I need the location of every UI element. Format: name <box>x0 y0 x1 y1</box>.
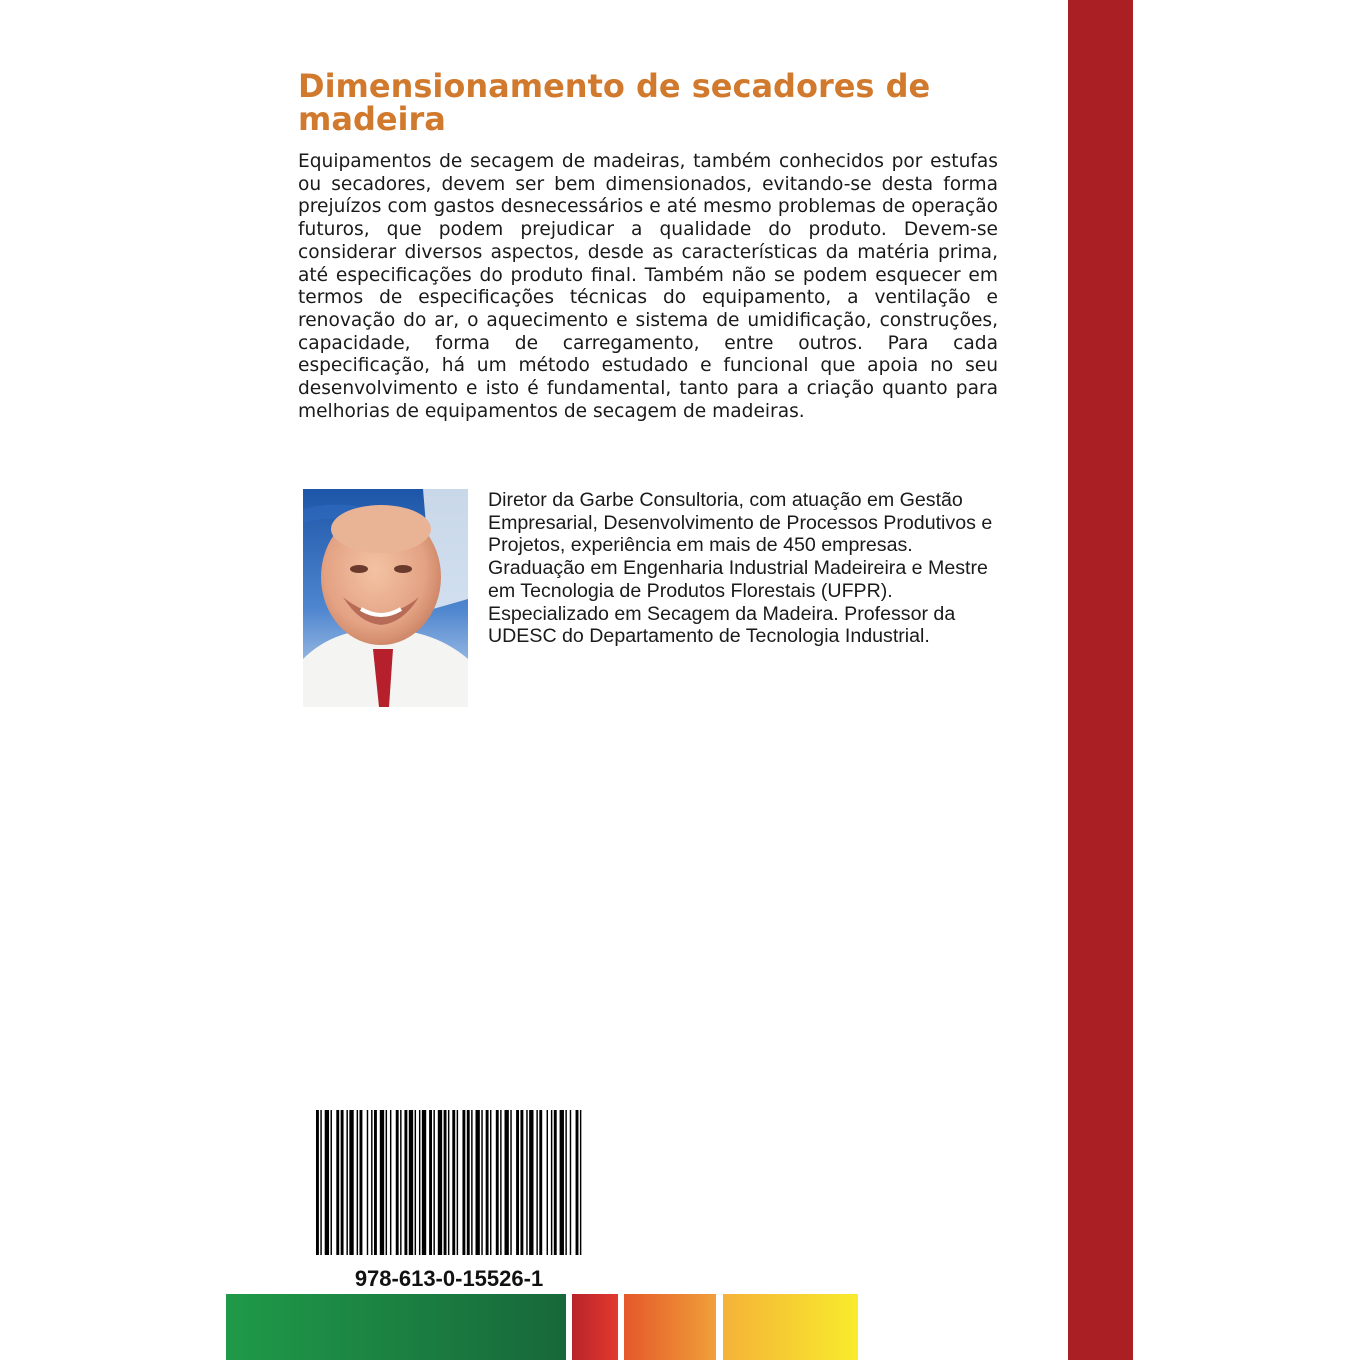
barcode-bar <box>452 1110 455 1255</box>
barcode-bar <box>481 1110 482 1255</box>
barcode-bar <box>349 1110 353 1255</box>
barcode-bar <box>529 1110 533 1255</box>
barcode-bar <box>336 1110 339 1255</box>
barcode-bar <box>516 1110 519 1255</box>
barcode-bar <box>560 1110 564 1255</box>
color-strip-yellow <box>723 1294 858 1360</box>
book-spine <box>1068 0 1133 1360</box>
barcode-bar <box>371 1110 372 1255</box>
barcode-bar <box>551 1110 552 1255</box>
barcode-bar <box>510 1110 511 1255</box>
barcode-bar <box>433 1110 434 1255</box>
barcode-bar <box>520 1110 523 1255</box>
barcode-bar <box>490 1110 491 1255</box>
barcode-bar <box>500 1110 501 1255</box>
barcode-bar <box>526 1110 527 1255</box>
barcode-bar <box>374 1110 377 1255</box>
barcode-bar <box>471 1110 472 1255</box>
barcode-bar <box>570 1110 571 1255</box>
barcode-bar <box>422 1110 426 1255</box>
barcode-bar <box>316 1110 319 1255</box>
barcode-bar <box>380 1110 384 1255</box>
barcode-bar <box>576 1110 579 1255</box>
barcode-bar <box>367 1110 368 1255</box>
isbn-number: 978-613-0-15526-1 <box>354 1266 544 1291</box>
barcode-bar <box>325 1110 329 1255</box>
color-strip-orange <box>624 1294 716 1360</box>
barcode-bar <box>496 1110 499 1255</box>
barcode-bar <box>346 1110 347 1255</box>
barcode-bar <box>565 1110 566 1255</box>
barcode-bar <box>360 1110 363 1255</box>
barcode-bar <box>320 1110 321 1255</box>
barcode-bar <box>400 1110 401 1255</box>
barcode-bar <box>580 1110 581 1255</box>
barcode-bar <box>448 1110 449 1255</box>
barcode-bar <box>554 1110 557 1255</box>
barcode-bar <box>341 1110 344 1255</box>
book-title: Dimensionamento de secadores de madeira <box>298 67 931 138</box>
barcode-bar <box>536 1110 537 1255</box>
author-bio: Diretor da Garbe Consultoria, com atuação em Gestão Empresarial, Desenvolvimento de Processos Produtivos e Projetos, experiência em mais de 450 empresas. Graduação em Engenharia Industrial Madeireira e Mestre em Tecnologia de Produtos Florestais (UFPR). Especializado em Secagem da Madeira. Professor da UDESC do Departamento de Tecnologia Industrial. <box>488 489 993 648</box>
barcode-bar <box>457 1110 458 1255</box>
barcode-bar <box>409 1110 413 1255</box>
book-description: Equipamentos de secagem de madeiras, também conhecidos por estufas ou secadores, devem ser bem dimensionados, evitando-se desta forma prejuízos com gastos desnecessários e até mesmo problemas de operação futuros, que podem prejudicar a qualidade do produto. Devem-se considerar diversos aspectos, desde as características da matéria prima, até especificações do produto final. Também não se podem esquecer em termos de especificações técnicas do equipamento, a ventilação e renovação do ar, o aquecimento e sistema de umidificação, construções, capacidade, forma de carregamento, entre outros. Para cada especificação, há um método estudado e funcional que apoia no seu desenvolvimento e isto é fundamental, tanto para a criação quanto para melhorias de equipamentos de secagem de madeiras. <box>298 151 998 422</box>
barcode-bar <box>331 1110 332 1255</box>
barcode-bar <box>404 1110 407 1255</box>
author-photo <box>303 489 468 707</box>
barcode-bar <box>539 1110 542 1255</box>
barcode-bar <box>547 1110 548 1255</box>
barcode-bar <box>396 1110 399 1255</box>
barcode-bar <box>467 1110 470 1255</box>
color-strip-green <box>226 1294 566 1360</box>
barcode-bar <box>390 1110 391 1255</box>
barcode-bar <box>386 1110 387 1255</box>
color-strip-red <box>572 1294 618 1360</box>
barcode-bar <box>357 1110 358 1255</box>
barcode-bar <box>419 1110 420 1255</box>
barcode-bar <box>438 1110 442 1255</box>
barcode-bar <box>486 1110 489 1255</box>
barcode-bar <box>462 1110 465 1255</box>
barcode-bar <box>415 1110 416 1255</box>
barcode-bar <box>505 1110 509 1255</box>
barcode-bar <box>444 1110 447 1255</box>
barcode-bar <box>476 1110 480 1255</box>
barcode-bar <box>429 1110 432 1255</box>
